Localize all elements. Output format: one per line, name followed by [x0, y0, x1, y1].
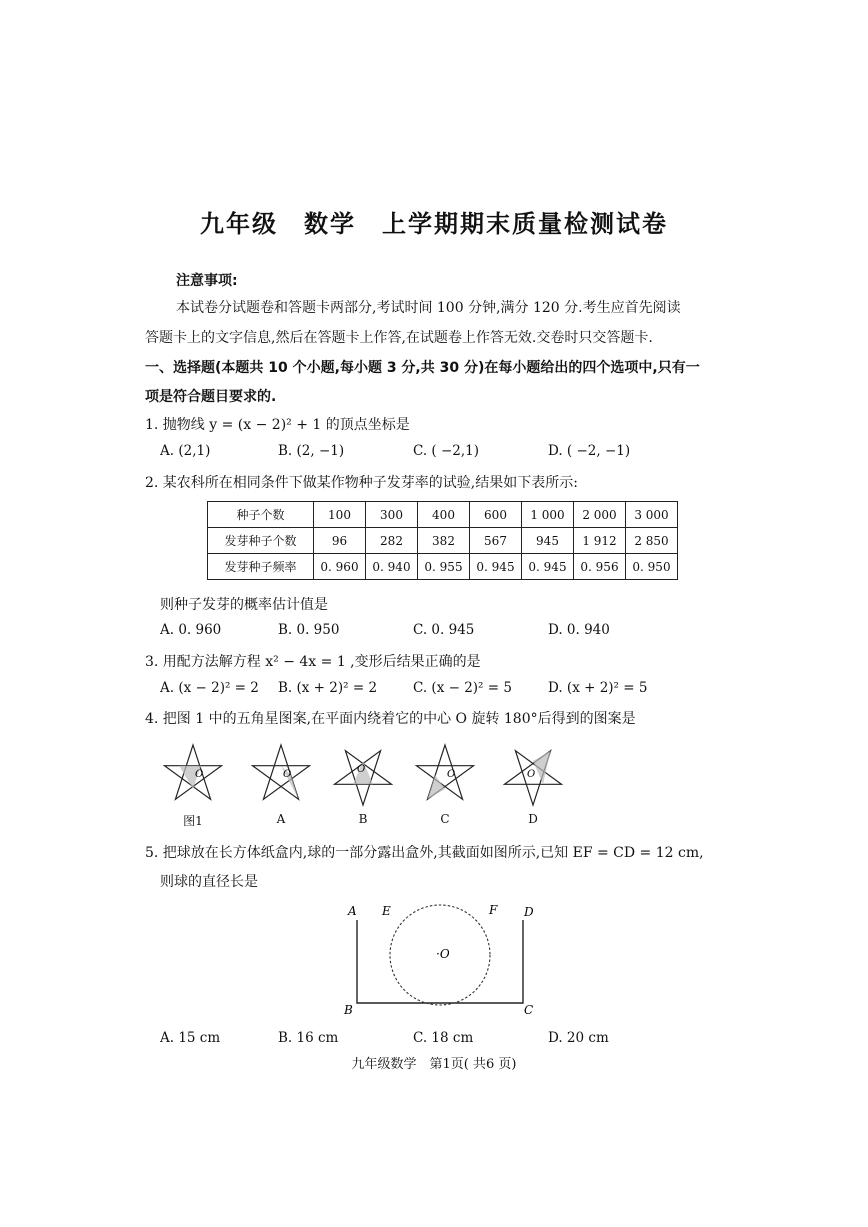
figure-label-c: C: [440, 812, 450, 826]
question-1-option-a: A. (2,1): [160, 443, 211, 459]
point-label-a: A: [348, 904, 357, 918]
table-cell: 1 912: [574, 528, 626, 554]
question-3-option-d: D. (x + 2)² = 5: [548, 680, 648, 696]
star-figure-b: [335, 751, 392, 805]
section-heading-line-2: 项是符合题目要求的.: [145, 389, 277, 405]
table-cell: 3 000: [626, 502, 678, 528]
question-1-option-b: B. (2, −1): [278, 443, 345, 459]
table-cell: 0. 960: [314, 554, 366, 580]
figure-label-b: B: [358, 812, 368, 826]
star-figure-d: [505, 751, 562, 805]
table-row: [208, 502, 678, 528]
point-label-o: ·O: [436, 947, 450, 961]
question-4-stem: 4. 把图 1 中的五角星图案,在平面内绕着它的中心 O 旋转 180°后得到的图案是: [145, 711, 636, 727]
point-label-e: E: [382, 904, 391, 918]
question-5-option-a: A. 15 cm: [160, 1030, 221, 1046]
table-cell: 567: [470, 528, 522, 554]
point-label-f: F: [489, 903, 498, 917]
table-cell: 600: [470, 502, 522, 528]
figure-label-d: D: [528, 812, 538, 826]
box-ball-figure: [340, 898, 550, 1023]
table-cell: 400: [418, 502, 470, 528]
page-footer: 九年级数学 第1页( 共6 页): [351, 1057, 517, 1072]
table-cell: 0. 950: [626, 554, 678, 580]
question-5-stem-2: 则球的直径长是: [160, 874, 258, 890]
question-3-option-b: B. (x + 2)² = 2: [278, 680, 378, 696]
question-5-option-d: D. 20 cm: [548, 1030, 609, 1046]
question-3-stem: 3. 用配方法解方程 x² − 4x = 1 ,变形后结果正确的是: [145, 654, 481, 670]
question-5-option-c: C. 18 cm: [413, 1030, 474, 1046]
star-figure-a: [253, 745, 310, 799]
question-2-option-b: B. 0. 950: [278, 622, 340, 638]
figure-center-label: O: [357, 764, 366, 775]
box-outline: [357, 920, 523, 1003]
table-cell: 发芽种子个数: [208, 528, 314, 554]
page-title: 九年级 数学 上学期期末质量检测试卷: [200, 210, 668, 238]
table-cell: 0. 945: [522, 554, 574, 580]
table-cell: 2 000: [574, 502, 626, 528]
question-2-option-c: C. 0. 945: [413, 622, 475, 638]
table-cell: 0. 956: [574, 554, 626, 580]
table-cell: 945: [522, 528, 574, 554]
notice-line-2: 答题卡上的文字信息,然后在答题卡上作答,在试题卷上作答无效.交卷时只交答题卡.: [145, 330, 653, 346]
table-cell: 282: [366, 528, 418, 554]
question-1-stem: 1. 抛物线 y = (x − 2)² + 1 的顶点坐标是: [145, 417, 410, 433]
question-2-option-d: D. 0. 940: [548, 622, 610, 638]
star-figure-1: [165, 745, 222, 799]
table-row: [208, 528, 678, 554]
question-3-option-a: A. (x − 2)² = 2: [160, 680, 259, 696]
figure-label-a: A: [276, 812, 286, 826]
question-3-option-c: C. (x − 2)² = 5: [413, 680, 512, 696]
table-cell: 1 000: [522, 502, 574, 528]
point-label-d: D: [524, 905, 534, 919]
figure-label-1: 图1: [183, 814, 203, 828]
table-cell: 0. 955: [418, 554, 470, 580]
question-2-option-a: A. 0. 960: [160, 622, 222, 638]
star-figures: [155, 740, 585, 810]
question-1-option-d: D. ( −2, −1): [548, 443, 631, 459]
question-2-stem: 2. 某农科所在相同条件下做某作物种子发芽率的试验,结果如下表所示:: [145, 475, 578, 491]
table-row: [208, 554, 678, 580]
table-cell: 100: [314, 502, 366, 528]
figure-center-label: O: [283, 769, 292, 780]
question-5-option-b: B. 16 cm: [278, 1030, 339, 1046]
table-cell: 0. 940: [366, 554, 418, 580]
table-cell: 2 850: [626, 528, 678, 554]
notice-heading: 注意事项:: [176, 273, 238, 289]
table-cell: 种子个数: [208, 502, 314, 528]
point-label-b: B: [344, 1003, 353, 1017]
point-label-c: C: [524, 1003, 534, 1017]
table-cell: 发芽种子频率: [208, 554, 314, 580]
germination-table: [207, 501, 678, 580]
figure-center-label: O: [447, 769, 456, 780]
notice-line-1: 本试卷分试题卷和答题卡两部分,考试时间 100 分钟,满分 120 分.考生应首先阅读: [176, 300, 681, 316]
question-5-stem-1: 5. 把球放在长方体纸盒内,球的一部分露出盒外,其截面如图所示,已知 EF = CD = 12 cm,: [145, 845, 704, 861]
question-2-followup: 则种子发芽的概率估计值是: [160, 597, 328, 613]
figure-center-label: O: [527, 769, 536, 780]
table-cell: 382: [418, 528, 470, 554]
star-figure-c: [417, 745, 474, 799]
section-heading-line-1: 一、选择题(本题共 10 个小题,每小题 3 分,共 30 分)在每小题给出的四个选项中,只有一: [145, 360, 700, 376]
table-cell: 300: [366, 502, 418, 528]
figure-center-label: O: [195, 769, 204, 780]
table-cell: 0. 945: [470, 554, 522, 580]
table-cell: 96: [314, 528, 366, 554]
question-1-option-c: C. ( −2,1): [413, 443, 480, 459]
